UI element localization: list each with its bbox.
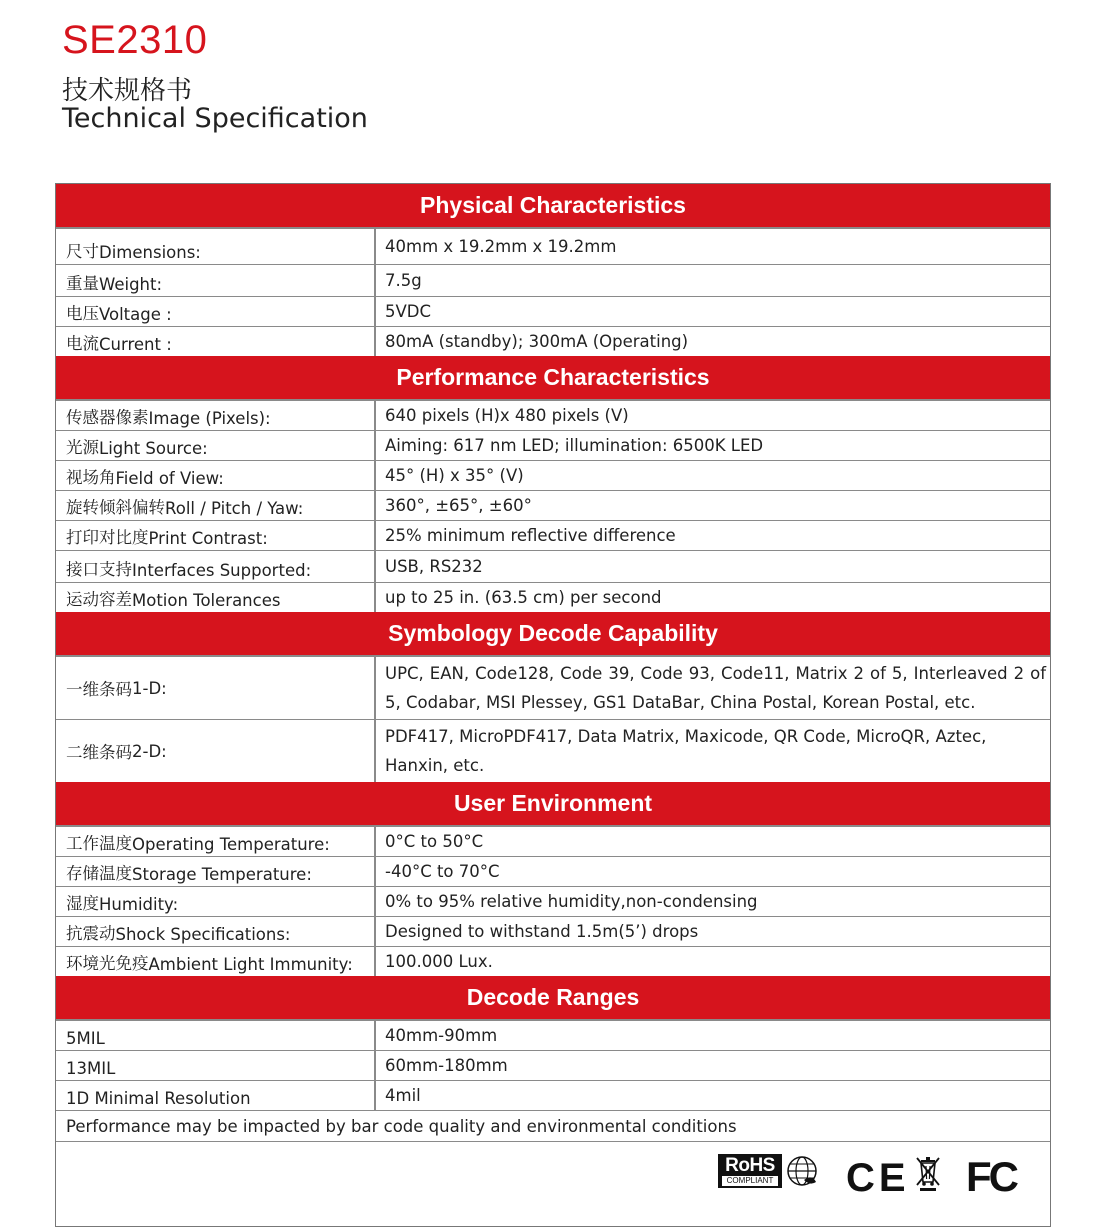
label-en: Shock Specifications: — [115, 925, 291, 944]
row-label — [56, 583, 376, 612]
label-en: Image (Pixels): — [148, 409, 271, 428]
rohs-text: RoHS — [725, 1155, 775, 1176]
label-en: Weight: — [99, 275, 163, 294]
spec-table — [55, 183, 1051, 1227]
label-cn: 打印对比度 — [66, 528, 149, 547]
table-row — [56, 916, 1050, 946]
label-cn: 光源 — [66, 438, 99, 457]
weee-bin-icon — [914, 1154, 942, 1192]
table-row — [56, 520, 1050, 550]
label-cn: 电流 — [66, 334, 99, 353]
label-en: Roll / Pitch / Yaw: — [165, 499, 304, 518]
section-decode-heading: Decode Ranges — [56, 976, 1050, 1019]
row-label — [56, 917, 376, 946]
row-value: 0% to 95% relative humidity,non-condensing — [385, 892, 758, 911]
row-value: 0°C to 50°C — [385, 832, 484, 851]
row-label — [56, 265, 376, 296]
row-value: 5VDC — [385, 302, 432, 321]
label-en: Voltage : — [99, 305, 172, 324]
label-en: Interfaces Supported: — [132, 561, 312, 580]
table-row — [56, 1080, 1050, 1110]
row-label — [56, 551, 376, 582]
row-value: 40mm x 19.2mm x 19.2mm — [385, 237, 617, 256]
section-physical-heading: Physical Characteristics — [56, 184, 1050, 227]
table-row — [56, 582, 1050, 612]
row-label — [56, 720, 376, 782]
table-row — [56, 946, 1050, 976]
row-value: up to 25 in. (63.5 cm) per second — [385, 588, 662, 607]
label-cn: 接口支持 — [66, 560, 132, 579]
row-label — [56, 857, 376, 886]
table-row — [56, 399, 1050, 430]
table-row — [56, 856, 1050, 886]
row-value: -40°C to 70°C — [385, 862, 500, 881]
performance-note: Performance may be impacted by bar code quality and environmental conditions — [56, 1110, 1050, 1141]
label-en: Humidity: — [99, 895, 179, 914]
title-chinese: 技术规格书 — [62, 76, 193, 106]
row-value: Aiming: 617 nm LED; illumination: 6500K LED — [385, 436, 764, 455]
label-cn: 环境光免疫 — [66, 954, 149, 973]
label-cn: 视场角 — [66, 468, 116, 487]
table-row — [56, 227, 1050, 264]
row-value: 4mil — [385, 1086, 421, 1105]
row-label — [56, 491, 376, 520]
table-row — [56, 296, 1050, 326]
title-english: Technical Specification — [62, 103, 368, 134]
row-label — [56, 827, 376, 856]
row-label — [56, 431, 376, 460]
row-value: Designed to withstand 1.5m(5’) drops — [385, 922, 699, 941]
rohs-logo — [718, 1154, 820, 1188]
row-label — [56, 327, 376, 356]
table-row — [56, 825, 1050, 856]
label-cn: 存储温度 — [66, 864, 132, 883]
row-value: 45° (H) x 35° (V) — [385, 466, 524, 485]
table-row — [56, 1050, 1050, 1080]
rohs-compliant-text: COMPLIANT — [722, 1176, 778, 1186]
label-en: Print Contrast: — [148, 529, 268, 548]
label-cn: 二维条码 — [66, 743, 132, 762]
row-label — [56, 947, 376, 976]
label-en: Storage Temperature: — [132, 865, 312, 884]
label-en: 1-D: — [132, 678, 167, 698]
label-en: Current : — [99, 335, 172, 354]
certification-logos — [56, 1141, 1050, 1226]
table-row — [56, 655, 1050, 719]
section-performance-heading: Performance Characteristics — [56, 356, 1050, 399]
table-row — [56, 490, 1050, 520]
label-cn: 传感器像素 — [66, 408, 149, 427]
row-value: USB, RS232 — [385, 557, 483, 576]
ce-mark: CE — [846, 1156, 910, 1200]
model-title: SE2310 — [62, 18, 208, 62]
label-cn: 尺寸 — [66, 242, 99, 261]
fcc-mark: FC — [966, 1153, 1016, 1200]
row-value: 40mm-90mm — [385, 1026, 498, 1045]
label-en: Light Source: — [99, 439, 208, 458]
row-value: 7.5g — [385, 271, 422, 290]
label-en: Operating Temperature: — [132, 835, 330, 854]
table-row — [56, 460, 1050, 490]
table-row — [56, 326, 1050, 356]
table-row — [56, 719, 1050, 782]
row-value: 80mA (standby); 300mA (Operating) — [385, 332, 689, 351]
label-en: Motion Tolerances — [132, 591, 281, 610]
label-en: Field of View: — [115, 469, 224, 488]
section-symbology-heading: Symbology Decode Capability — [56, 612, 1050, 655]
label-cn: 重量 — [66, 274, 99, 293]
row-value: 640 pixels (H)x 480 pixels (V) — [385, 406, 629, 425]
row-label — [56, 401, 376, 430]
label-en: 2-D: — [132, 741, 167, 761]
row-value: 100.000 Lux. — [385, 952, 493, 971]
row-label — [56, 461, 376, 490]
rohs-badge — [718, 1154, 782, 1188]
table-row — [56, 550, 1050, 582]
row-label — [56, 657, 376, 719]
table-row — [56, 430, 1050, 460]
row-label: 1D Minimal Resolution — [56, 1081, 376, 1110]
row-value: PDF417, MicroPDF417, Data Matrix, Maxicode, QR Code, MicroQR, Aztec, Hanxin, etc. — [385, 727, 987, 775]
row-label: 13MIL — [56, 1051, 376, 1080]
row-label: 5MIL — [56, 1021, 376, 1050]
row-label — [56, 229, 376, 264]
label-en: Ambient Light Immunity: — [148, 955, 353, 974]
label-cn: 湿度 — [66, 894, 99, 913]
label-cn: 电压 — [66, 304, 99, 323]
row-value: 60mm-180mm — [385, 1056, 508, 1075]
row-value: UPC, EAN, Code128, Code 39, Code 93, Code11, Matrix 2 of 5, Interleaved 2 of 5, Codabar, MSI Plessey, GS1 DataBar, China Postal, Korean Postal, etc. — [385, 664, 1046, 712]
row-label — [56, 297, 376, 326]
label-cn: 运动容差 — [66, 590, 132, 609]
rohs-globe-icon — [784, 1154, 820, 1188]
row-label — [56, 521, 376, 550]
table-row — [56, 886, 1050, 916]
table-row — [56, 1019, 1050, 1050]
row-label — [56, 887, 376, 916]
table-row — [56, 264, 1050, 296]
row-value: 360°, ±65°, ±60° — [385, 496, 532, 515]
row-value: 25% minimum reflective difference — [385, 526, 676, 545]
label-cn: 一维条码 — [66, 680, 132, 699]
label-cn: 抗震动 — [66, 924, 116, 943]
label-cn: 工作温度 — [66, 834, 132, 853]
label-en: Dimensions: — [99, 243, 201, 262]
section-environment-heading: User Environment — [56, 782, 1050, 825]
label-cn: 旋转倾斜偏转 — [66, 498, 165, 517]
